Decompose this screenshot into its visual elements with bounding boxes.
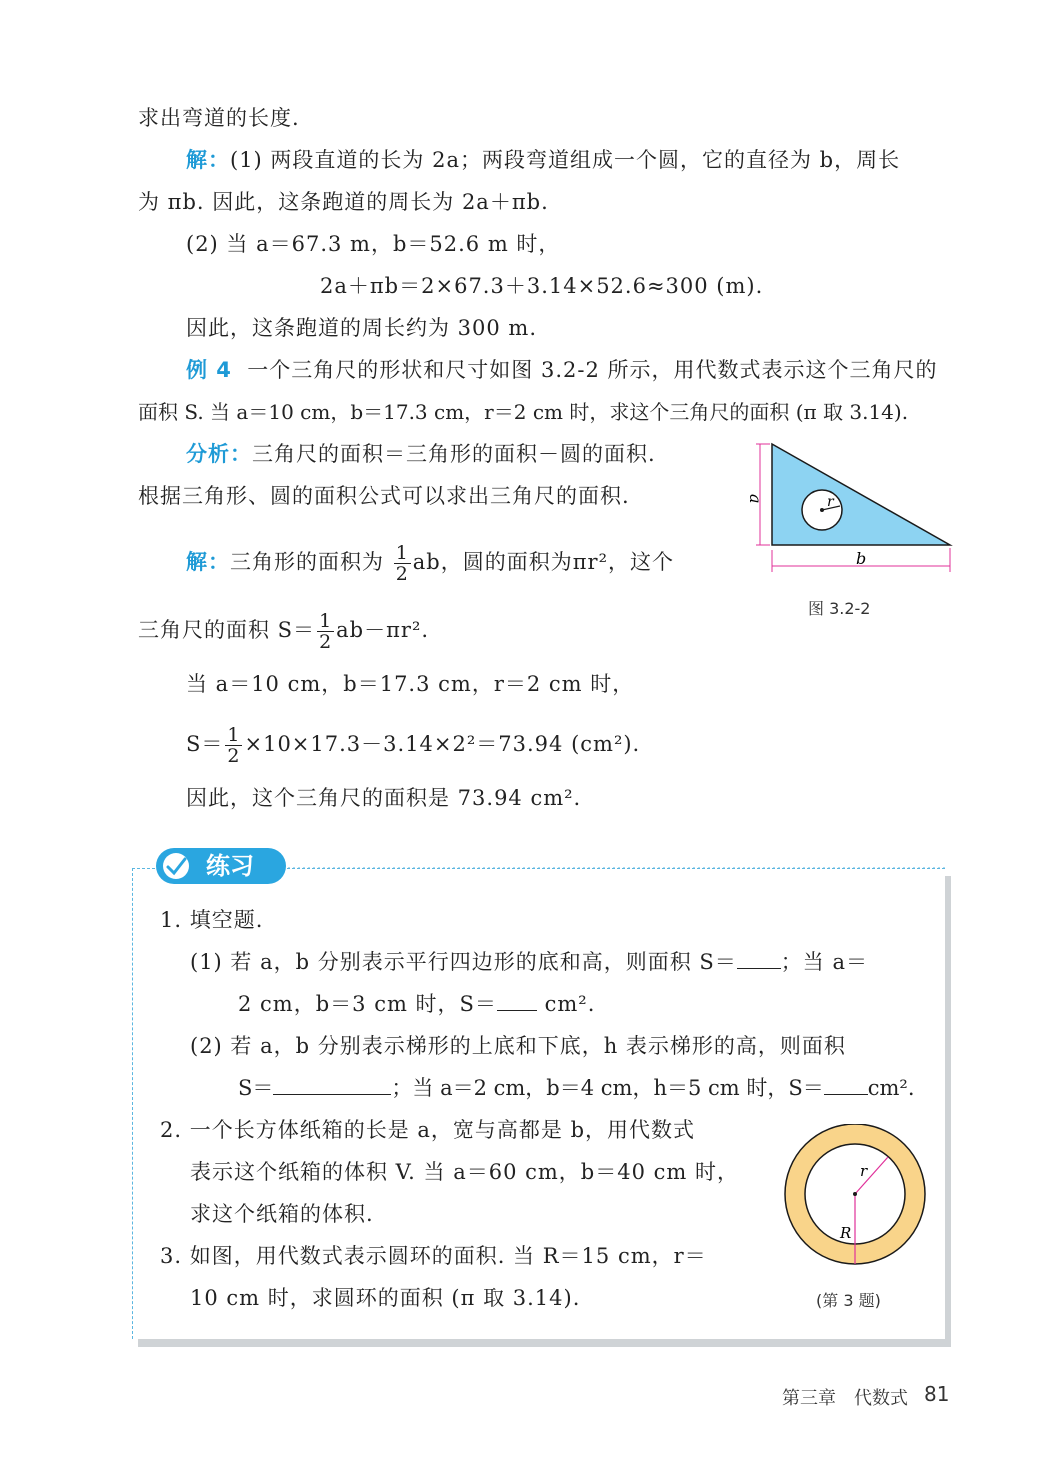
analysis-text: 三角尺的面积＝三角形的面积－圆的面积. bbox=[252, 442, 656, 466]
ring-figure bbox=[780, 1124, 930, 1274]
fraction-half-3: $\frac{1}{2}$ bbox=[227, 724, 241, 767]
triangle-shape bbox=[772, 444, 950, 545]
ring-caption: (第 3 题) bbox=[816, 1291, 881, 1310]
question-1-1-line-2: 2 cm，b＝3 cm 时，S＝ cm². bbox=[238, 992, 596, 1016]
example-4-line-1 bbox=[186, 356, 938, 384]
practice-pencil-icon bbox=[160, 850, 194, 882]
label-a: a bbox=[746, 494, 765, 504]
question-2-line-2: 表示这个纸箱的体积 V. 当 a＝60 cm，b＝40 cm 时， bbox=[190, 1160, 739, 1184]
answer-blank bbox=[824, 1074, 868, 1095]
answer-blank bbox=[273, 1074, 391, 1095]
triangle-ruler-figure bbox=[740, 436, 970, 576]
label-r: r bbox=[827, 494, 834, 510]
analysis-line-2: 根据三角形、圆的面积公式可以求出三角尺的面积. bbox=[138, 484, 630, 508]
answer-blank bbox=[737, 948, 781, 969]
solution-1-line-1 bbox=[186, 146, 900, 174]
solution-3-line-1 bbox=[186, 540, 674, 584]
solution-3-part-2: ab，圆的面积为πr²，这个 bbox=[412, 550, 675, 574]
analysis-line-1 bbox=[186, 440, 656, 468]
practice-title: 练习 bbox=[206, 852, 254, 880]
solution-3-line-2: 三角尺的面积 S＝ $\frac{1}{2}$ ab－πr². bbox=[138, 610, 430, 653]
solution-3-conclusion: 因此，这个三角尺的面积是 73.94 cm². bbox=[186, 786, 582, 810]
question-1: 1. 填空题. bbox=[160, 908, 264, 932]
question-1-2-line-1: (2) 若 a，b 分别表示梯形的上底和下底，h 表示梯形的高，则面积 bbox=[190, 1034, 846, 1058]
question-3-line-2: 10 cm 时，求圆环的面积 (π 取 3.14). bbox=[190, 1286, 581, 1310]
solution-2-equation: 2a＋πb＝2×67.3＋3.14×52.6≈300 (m). bbox=[320, 274, 764, 298]
solution-3-part-1: 三角形的面积为 bbox=[230, 550, 384, 574]
label-b: b bbox=[856, 549, 867, 568]
example-4-text: 一个三角尺的形状和尺寸如图 3.2-2 所示，用代数式表示这个三角尺的 bbox=[247, 358, 938, 382]
question-2-line-1: 2. 一个长方体纸箱的长是 a，宽与高都是 b，用代数式 bbox=[160, 1118, 696, 1142]
solution-2-conclusion: 因此，这条跑道的周长约为 300 m. bbox=[186, 316, 538, 340]
example-4-line-2: 面积 S. 当 a＝10 cm，b＝17.3 cm，r＝2 cm 时，求这个三角尺的面积 (π 取 3.14). bbox=[138, 400, 909, 424]
solution-1-text: (1) 两段直道的长为 2a；两段弯道组成一个圆，它的直径为 b，周长 bbox=[230, 148, 901, 172]
solution-label: 解： bbox=[186, 148, 230, 172]
solution-2-line-1: (2) 当 a＝67.3 m，b＝52.6 m 时， bbox=[186, 232, 561, 256]
figure-caption: 图 3.2-2 bbox=[808, 599, 871, 618]
solution-1-line-2: 为 πb. 因此，这条跑道的周长为 2a＋πb. bbox=[138, 190, 549, 214]
solution-3-line-3: 当 a＝10 cm，b＝17.3 cm，r＝2 cm 时， bbox=[186, 672, 635, 696]
chapter-title: 第三章 代数式 bbox=[782, 1388, 908, 1409]
practice-dotted-line bbox=[288, 866, 948, 870]
fraction-half: $\frac{1}{2}$ bbox=[395, 542, 409, 585]
example-label: 例 4 bbox=[186, 358, 232, 382]
question-1-2-line-2: S＝ ；当 a＝2 cm，b＝4 cm，h＝5 cm 时，S＝ cm². bbox=[238, 1076, 915, 1100]
question-1-1-line-1: (1) 若 a，b 分别表示平行四边形的底和高，则面积 S＝ ；当 a＝ bbox=[190, 950, 868, 974]
question-2-line-3: 求这个纸箱的体积. bbox=[190, 1202, 374, 1226]
answer-blank bbox=[497, 990, 537, 1011]
analysis-label: 分析： bbox=[186, 442, 252, 466]
ring-label-r: r bbox=[860, 1162, 868, 1180]
solution-3-line-4: S＝ $\frac{1}{2}$ ×10×17.3－3.14×2²＝73.94 (cm²). bbox=[186, 724, 641, 767]
question-3-line-1: 3. 如图，用代数式表示圆环的面积. 当 R＝15 cm，r＝ bbox=[160, 1244, 707, 1268]
intro-line: 求出弯道的长度. bbox=[138, 106, 300, 130]
fraction-half-2: $\frac{1}{2}$ bbox=[319, 610, 333, 653]
solution-3-label: 解： bbox=[186, 550, 230, 574]
ring-label-R: R bbox=[840, 1224, 852, 1242]
page-number: 81 bbox=[924, 1382, 950, 1406]
